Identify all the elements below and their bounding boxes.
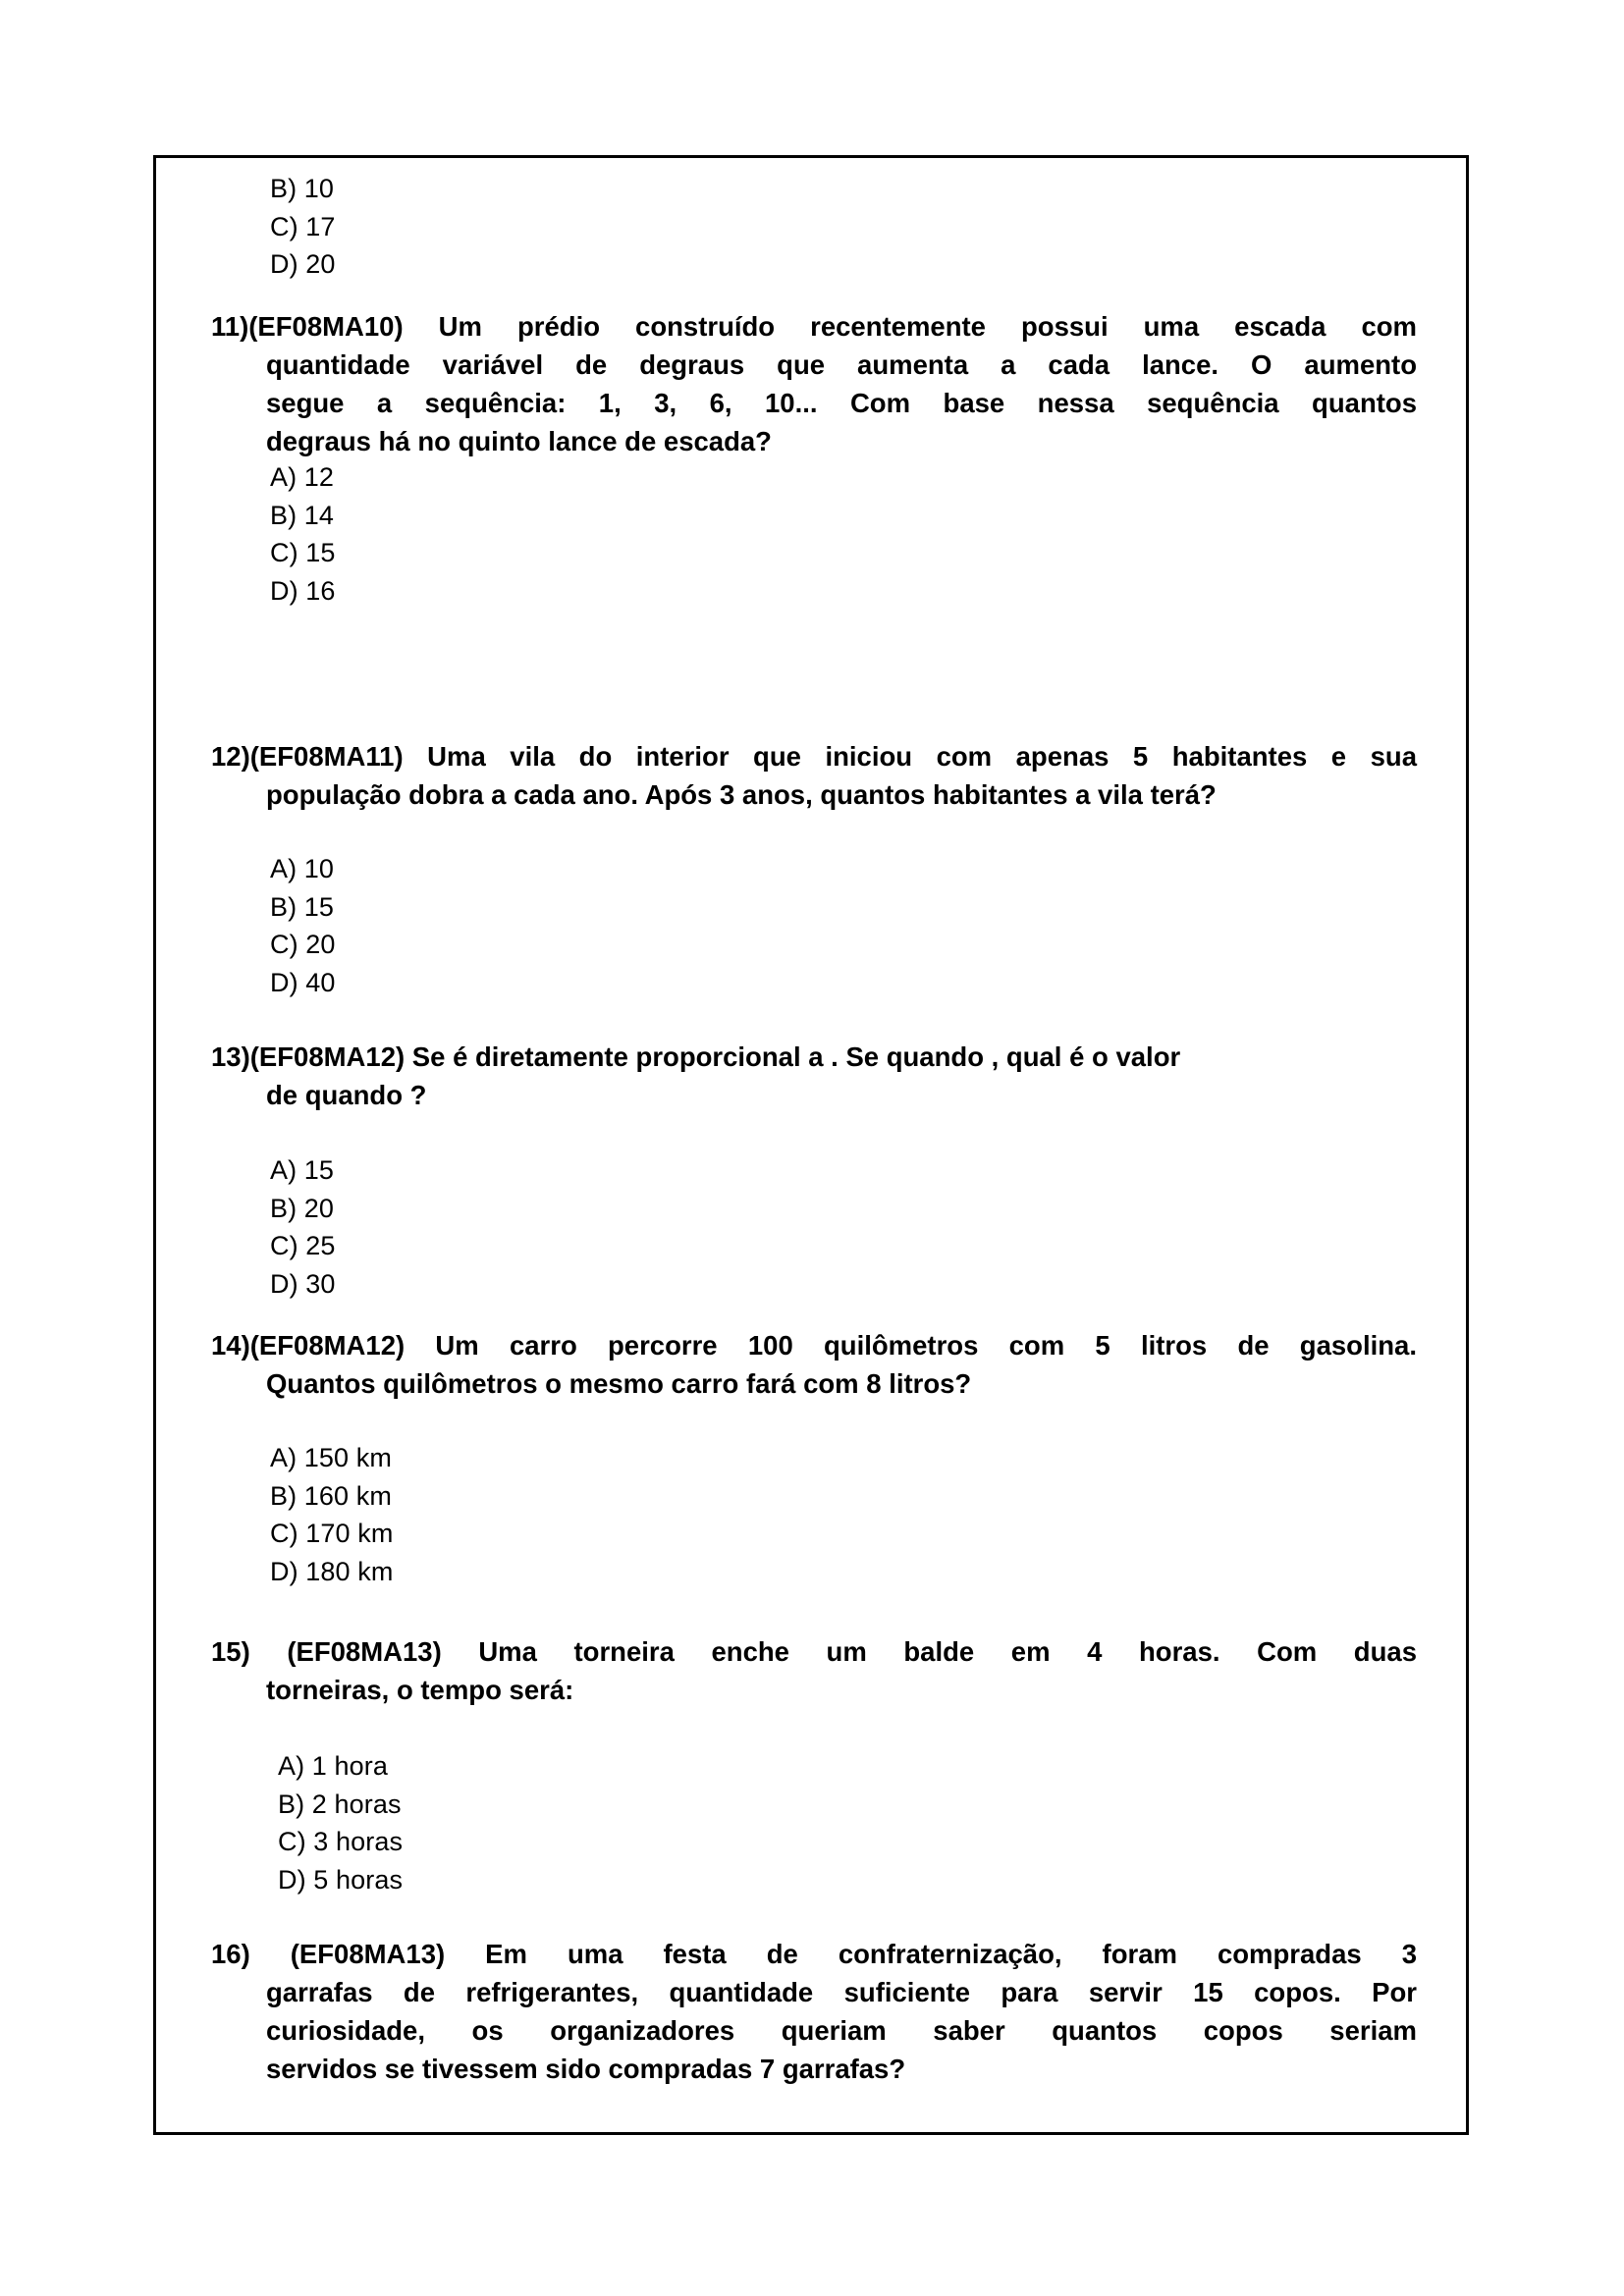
question-13-text xyxy=(211,1038,1421,1114)
option-list-carryover xyxy=(270,170,336,284)
question-11-options xyxy=(270,458,336,610)
option-item[interactable]: D) 5 horas xyxy=(278,1864,404,1895)
question-13-options xyxy=(270,1151,336,1303)
question-12-options xyxy=(270,850,336,1001)
question-line: curiosidade, os organizadores queriam saber quantos copos seriam xyxy=(266,2015,1417,2046)
question-line: 16) (EF08MA13) Em uma festa de confraternização, foram compradas 3 xyxy=(211,1939,1417,1969)
question-line: 15) (EF08MA13) Uma torneira enche um balde em 4 horas. Com duas xyxy=(211,1636,1417,1667)
option-item[interactable]: D) 30 xyxy=(270,1268,336,1299)
option-item[interactable]: C) 20 xyxy=(270,930,336,959)
question-line: de quando ? xyxy=(266,1080,427,1110)
page-border-frame xyxy=(153,155,1469,2135)
option-item[interactable]: D) 180 km xyxy=(270,1556,394,1586)
option-item[interactable]: C) 25 xyxy=(270,1231,336,1260)
option-item[interactable]: D) 16 xyxy=(270,575,336,606)
question-line: 11)(EF08MA10) Um prédio construído recentemente possui uma escada com xyxy=(211,311,1417,342)
question-15-options xyxy=(278,1747,403,1898)
option-item[interactable]: B) 2 horas xyxy=(278,1789,402,1819)
question-16-text xyxy=(211,1935,1417,2088)
option-item[interactable]: B) 160 km xyxy=(270,1480,392,1511)
option-item[interactable]: D) 40 xyxy=(270,967,336,997)
question-line: degraus há no quinto lance de escada? xyxy=(266,426,772,456)
option-item[interactable]: C) 170 km xyxy=(270,1519,394,1548)
question-line: população dobra a cada ano. Após 3 anos, quantos habitantes a vila terá? xyxy=(266,779,1217,810)
question-line: 12)(EF08MA11) Uma vila do interior que iniciou com apenas 5 habitantes e sua xyxy=(211,741,1417,772)
option-item[interactable]: D) 20 xyxy=(270,249,336,279)
option-item[interactable]: A) 10 xyxy=(270,854,335,883)
question-line: segue a sequência: 1, 3, 6, 10... Com base nessa sequência quantos xyxy=(266,388,1417,418)
question-line: Quantos quilômetros o mesmo carro fará com 8 litros? xyxy=(266,1368,972,1399)
question-line: quantidade variável de degraus que aumenta a cada lance. O aumento xyxy=(266,349,1417,380)
option-item[interactable]: A) 15 xyxy=(270,1155,335,1185)
question-line: garrafas de refrigerantes, quantidade suficiente para servir 15 copos. Por xyxy=(266,1977,1417,2007)
option-item[interactable]: A) 150 km xyxy=(270,1443,392,1472)
option-item[interactable]: C) 15 xyxy=(270,538,336,567)
question-11-text xyxy=(211,307,1417,460)
question-line: 14)(EF08MA12) Um carro percorre 100 quilômetros com 5 litros de gasolina. xyxy=(211,1330,1417,1361)
option-item[interactable]: C) 3 horas xyxy=(278,1827,404,1856)
question-line: servidos se tivessem sido compradas 7 garrafas? xyxy=(266,2054,906,2084)
option-item[interactable]: B) 15 xyxy=(270,891,335,922)
question-14-options xyxy=(270,1439,393,1590)
option-item[interactable]: B) 10 xyxy=(270,174,335,203)
question-line: torneiras, o tempo será: xyxy=(266,1675,574,1705)
question-line: 13)(EF08MA12) Se é diretamente proporcional a . Se quando , qual é o valor xyxy=(211,1041,1181,1072)
question-15-text xyxy=(211,1632,1417,1709)
option-item[interactable]: C) 17 xyxy=(270,211,336,241)
option-item[interactable]: B) 20 xyxy=(270,1193,335,1223)
option-item[interactable]: A) 1 hora xyxy=(278,1751,388,1781)
option-item[interactable]: A) 12 xyxy=(270,462,335,492)
question-12-text xyxy=(211,737,1417,814)
option-item[interactable]: B) 14 xyxy=(270,500,335,530)
question-14-text xyxy=(211,1326,1417,1403)
